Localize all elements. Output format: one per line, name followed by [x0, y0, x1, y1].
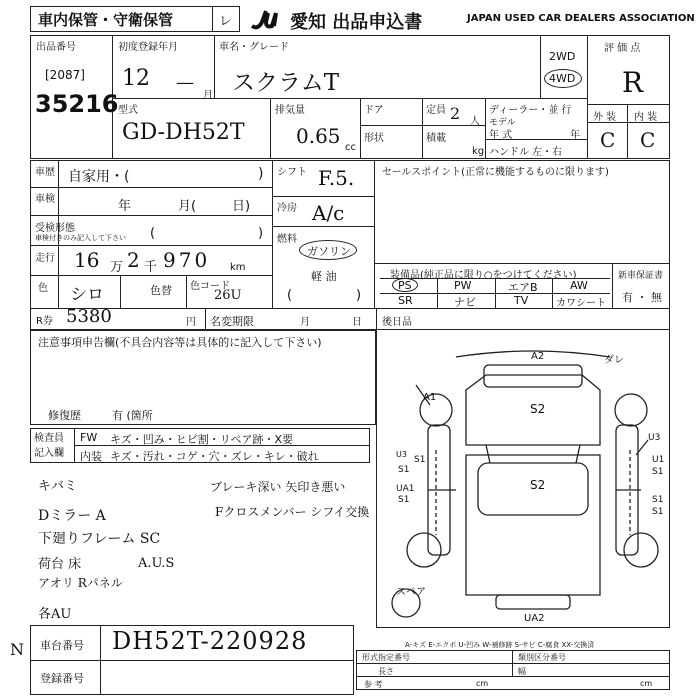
equipment-sr: SR [398, 294, 413, 307]
capacity-unit: 人 [470, 116, 480, 127]
history-value: 自家用・( [68, 169, 130, 185]
equipment-grid [380, 278, 610, 308]
remark-1: ブレーキ深い 矢印き悪い [210, 480, 346, 494]
remark-0: キバミ [38, 479, 78, 494]
repaint-label: 色替 [150, 284, 172, 297]
diagram-label-s1-f: S1 [652, 507, 664, 517]
registration-month-unit: 月 [203, 90, 213, 101]
color-code-value: 26U [214, 288, 242, 303]
lot-label: 出品番号 [36, 42, 76, 53]
equipment-label: 装備品(純正品に限り○をつけてください) [390, 270, 577, 281]
drive-2wd: 2WD [549, 50, 576, 63]
checker-row2: キズ・汚れ・コゲ・穴・ズレ・キレ・破れ [110, 450, 319, 463]
diagram-label-a1: A1 [423, 392, 437, 403]
fuel-gasoline: ガソリン [307, 245, 351, 258]
ju-logo-icon [248, 8, 286, 30]
remark-5: 荷台 床 [38, 557, 82, 572]
interior-value: C [640, 128, 656, 152]
storage-label: 車内保管・守衛保管 [38, 11, 174, 29]
color-value: シロ [70, 285, 104, 305]
size-width-cm: cm [640, 679, 653, 688]
aircon-value: A/c [312, 201, 345, 225]
recycle-label: R券 [36, 316, 53, 327]
interior-label: 内 装 [634, 112, 658, 123]
equipment-navi: ナビ [454, 296, 476, 309]
association-name: JAPAN USED CAR DEALERS ASSOCIATION [467, 13, 695, 24]
remark-8: 各AU [38, 607, 72, 622]
inspection-year: 年 [118, 199, 132, 214]
checker-label: 検査員 記入欄 [34, 433, 64, 459]
storage-mark: レ [219, 14, 233, 29]
equipment-pw: PW [454, 279, 472, 292]
load-unit: kg [472, 146, 485, 157]
equipment-aw: AW [570, 279, 588, 292]
displacement-value: 0.65 [296, 124, 341, 148]
capacity-value: 2 [450, 104, 461, 123]
diagram-label-s1-c: S1 [398, 495, 410, 505]
rear-seat-label: 後日品 [382, 317, 412, 328]
color-label: 色 [38, 283, 48, 294]
equipment-leather: カワシート [556, 298, 606, 309]
diagram-label-u1: U1 [652, 455, 665, 465]
size-ref: 参 考 [364, 680, 383, 689]
doors-label: ドア [364, 105, 384, 116]
fuel-label: 燃料 [277, 234, 297, 245]
shape-label: 形状 [364, 133, 384, 144]
size-length-cm: cm [476, 679, 489, 688]
truck-diagram-icon [386, 345, 666, 627]
aircon-label: 冷房 [277, 203, 297, 214]
accept-form-note: 車検付きのみ記入して下さい [35, 234, 126, 242]
repair-value: 有 (箇所 [112, 409, 153, 422]
diagram-label-s1-d: S1 [652, 467, 664, 477]
accept-form-label: 受検形態 [35, 223, 75, 234]
registration-no-label: 登録番号 [40, 672, 84, 685]
damage-legend: A-キズ E-エクボ U-凹み W-補修跡 S-サビ C-腐食 XX-交換済 [405, 641, 595, 649]
diagram-label-s1-a: S1 [398, 465, 410, 475]
history-close: ) [258, 166, 264, 182]
remark-2: Dミラー A [38, 508, 106, 524]
history-label: 車歴 [35, 167, 55, 178]
fuel-diesel: 軽 油 [311, 270, 337, 283]
lot-number: 35216 [35, 90, 119, 118]
fuel-close: ) [356, 288, 362, 303]
checker-row1-lead: FW [80, 431, 98, 444]
dealer-label: ディーラー・並 行 [489, 105, 572, 116]
ju-logo [248, 8, 286, 30]
exterior-label: 外 装 [593, 112, 617, 123]
diagram-label-u3-left: U3 [396, 450, 407, 459]
registration-year: 12 [122, 66, 150, 91]
accept-form-close: ) [258, 226, 264, 241]
mileage-sen: 千 [144, 260, 158, 275]
model-year-sub: 年 式 [489, 130, 513, 141]
chassis-label: 車台番号 [40, 639, 84, 652]
warranty-label: 新車保証書 [618, 271, 664, 281]
form-title: 愛知 出品申込書 [290, 12, 423, 33]
remark-7: A.U.S [138, 556, 175, 571]
name-change-month: 月 [300, 317, 310, 328]
margin-mark: N [10, 640, 24, 659]
equipment-airbag: エアB [508, 281, 538, 294]
remark-4: 下廻りフレーム SC [38, 531, 161, 547]
equipment-tv: TV [514, 294, 529, 307]
notes-label: 注意事項申告欄(不具合内容等は具体的に記入して下さい) [38, 336, 322, 349]
registration-label: 初度登録年月 [118, 42, 178, 53]
inspection-label: 車検 [35, 194, 55, 205]
equipment-ps: PS [398, 279, 412, 292]
remark-6: アオリ Rパネル [38, 576, 123, 590]
diagram-label-u3-right: U3 [648, 433, 661, 443]
model-value: GD-DH52T [122, 120, 245, 145]
class-no-label: 類別区分番号 [518, 653, 566, 662]
shift-value: F.5. [318, 166, 355, 190]
shift-label: シフト [277, 167, 307, 178]
spare-label: スペア [396, 587, 426, 598]
load-label: 積載 [426, 133, 446, 144]
model-label: 型式 [118, 105, 138, 116]
diagram-label-ua1: UA1 [396, 484, 415, 494]
diagram-label-s2-mid: S2 [530, 478, 546, 492]
capacity-label: 定員 [426, 105, 446, 116]
accept-form-open: ( [150, 226, 156, 241]
inspection-month: 月( [178, 199, 197, 214]
checker-row2-lead: 内装 [80, 450, 102, 463]
repair-label: 修復歴 [48, 409, 81, 422]
diagram-label-a2: A2 [531, 351, 545, 362]
car-diagram [386, 345, 666, 627]
fuel-open: ( [287, 288, 293, 303]
warranty-value: 有 ・ 無 [622, 291, 662, 304]
registration-dash: — [176, 72, 194, 93]
remark-3: Fクロスメンバー シフイ交換 [215, 505, 370, 519]
recycle-unit: 円 [186, 317, 196, 328]
sales-point-label: セールスポイント(正常に機能するものに限ります) [382, 167, 609, 178]
mileage-rest: 970 [163, 248, 211, 272]
mileage-ten-thousand: 16 [74, 248, 100, 272]
model-cert-label: 形式指定番号 [362, 653, 410, 662]
exterior-value: C [600, 128, 616, 152]
rating-value: R [622, 66, 644, 99]
name-change-label: 名変期限 [210, 315, 254, 328]
rating-label: 評 価 点 [604, 43, 641, 54]
diagram-label-s1-e: S1 [652, 495, 664, 505]
chassis-value: DH52T-220928 [112, 627, 308, 655]
lot-small-number: [2087] [45, 68, 85, 82]
inspection-day: 日) [232, 199, 251, 214]
color-code-label: 色コード [190, 281, 230, 292]
drive-4wd: 4WD [549, 72, 576, 85]
diagram-label-s2-top: S2 [530, 402, 546, 416]
displacement-unit: cc [345, 142, 356, 153]
name-change-day: 日 [352, 317, 362, 328]
displacement-label: 排気量 [275, 105, 305, 116]
equipment-ps-circle [392, 278, 418, 292]
car-name-label: 車名・グレード [219, 42, 289, 53]
handle-label: ハンドル 左・右 [489, 147, 563, 158]
mileage-man: 万 [110, 260, 124, 275]
mileage-unit: km [230, 262, 246, 273]
model-year-label: モデル [489, 118, 516, 128]
mileage-label: 走行 [35, 253, 55, 264]
size-width: 幅 [518, 667, 526, 676]
checker-row1: キズ・凹み・ヒビ割・リペア跡・X要 [110, 433, 294, 446]
model-year-unit: 年 [570, 130, 580, 141]
recycle-value: 5380 [66, 306, 112, 327]
diagram-label-s1-b: S1 [414, 455, 426, 465]
car-name-value: スクラムT [232, 70, 340, 96]
size-length: 長さ [378, 667, 394, 676]
diagram-label-dare: ダレ [604, 355, 624, 366]
mileage-thousand: 2 [127, 248, 140, 272]
diagram-label-ua2: UA2 [524, 613, 545, 624]
